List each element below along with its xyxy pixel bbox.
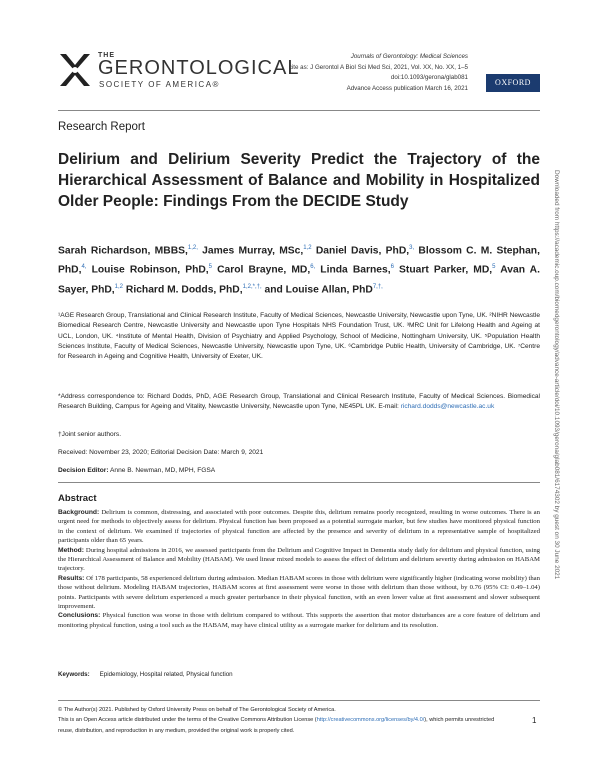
author-affiliation-mark[interactable]: 3,	[409, 245, 415, 251]
keywords	[58, 671, 233, 678]
author-affiliation-mark[interactable]: 6	[390, 264, 394, 271]
received-dates: Received: November 23, 2020; Editorial Decision Date: March 9, 2021	[58, 449, 264, 456]
download-watermark: Downloaded from https://academic.oup.com/biomedgerontology/advance-article/doi/10.1093/gerona/glab081/6174302 by guest on 30 June 2021	[553, 170, 560, 580]
author-name: Sarah Richardson, MBBS,	[58, 245, 188, 257]
author-affiliation-mark[interactable]: 7,†,	[372, 283, 383, 290]
decision-editor-name: Anne B. Newman, MD, MPH, FGSA	[110, 467, 216, 474]
copyright: © The Author(s) 2021. Published by Oxford University Press on behalf of The Gerontological Society of America.	[58, 707, 336, 713]
background-text: Delirium is common, distressing, and associated with poor outcomes. Despite this, delirium remains poorly recognized, resulting in worse outcomes. There is an urgent need for methods to objectively assess for delirium. Physical function has been proposed as a potential surrogate marker, but few studies have monitored physical function in the context of delirium. We examined if trajectories of physical function are affected by the presence and severity of delirium in a representative sample of hospitalized participants older than 65 years.	[58, 509, 540, 545]
method-label: Method:	[58, 546, 84, 554]
gsa-emblem-icon	[58, 52, 92, 88]
background-label: Background:	[58, 509, 100, 516]
advance-access: Advance Access publication March 16, 2021	[346, 84, 468, 92]
author-affiliation-mark[interactable]: 4,	[81, 264, 87, 271]
author-affiliation-mark[interactable]: 1,2,*,†,	[242, 283, 262, 290]
author-affiliation-mark[interactable]: 1,2	[114, 283, 124, 290]
conclusions-label: Conclusions:	[58, 612, 101, 620]
logo-the: THE	[98, 52, 115, 59]
author-name: and Louise Allan, PhD	[264, 284, 373, 296]
method-text: During hospital admissions in 2016, we assessed participants from the Delirium and Cognitive Impact in Dementia study daily for delirium and physical function, using the Hierarchical Assessment of Balance and Mobility (HABAM). We used linear mixed models to assess the effect of delirium and delirium severity during admission on HABAM trajectory.	[58, 546, 541, 573]
citation-block	[270, 52, 468, 94]
results-label: Results:	[58, 574, 85, 582]
abstract-background	[58, 508, 540, 546]
page-number: 1	[532, 716, 537, 725]
author-name: Carol Brayne, MD,	[217, 264, 311, 276]
author-name: Louise Robinson, PhD,	[91, 264, 209, 276]
decision-editor-label: Decision Editor:	[58, 467, 109, 474]
author-name: Blossom C. M. Stephan, PhD,	[58, 245, 540, 276]
abstract-body	[58, 508, 540, 630]
abstract-conclusions	[58, 611, 540, 630]
correspondence-text: *Address correspondence to: Richard Dodds, PhD, AGE Research Group, Translational and Clinical Research Institute, Faculty of Medical Sciences. Biomedical Research Building, Campus for Ageing and Vitality, Newcastle University, Newcastle upon Tyne, NE45PL UK. E-mail:	[58, 393, 540, 411]
logo-name: GERONTOLOGICAL	[98, 57, 300, 79]
abstract-method	[58, 546, 540, 574]
abstract-results	[58, 574, 540, 612]
keywords-text: Epidemiology, Hospital related, Physical function	[99, 671, 233, 678]
article-title: Delirium and Delirium Severity Predict the Trajectory of the Hierarchical Assessment of Balance and Mobility in Hospitalized Older People: Findings From the DECIDE Study	[58, 151, 540, 210]
author-affiliation-mark[interactable]: 5	[492, 264, 496, 271]
author-name: James Murray, MSc,	[202, 245, 304, 257]
footer	[58, 705, 498, 736]
abstract-heading: Abstract	[58, 493, 97, 504]
author-name: Stuart Parker, MD,	[399, 264, 493, 276]
oxford-badge[interactable]: OXFORD	[486, 74, 540, 92]
cite-as: cite as: J Gerontol A Biol Sci Med Sci, 2021, Vol. XX, No. XX, 1–5	[288, 63, 468, 71]
license	[58, 715, 498, 736]
footer-divider	[58, 700, 540, 701]
journal-name: Journals of Gerontology: Medical Sciences	[350, 53, 468, 60]
author-affiliation-mark[interactable]: 5	[208, 264, 213, 271]
logo-subtitle: SOCIETY OF AMERICA®	[99, 80, 220, 89]
keywords-label: Keywords:	[58, 671, 90, 678]
author-affiliation-mark[interactable]: 1,2	[303, 245, 312, 251]
conclusions-text: Physical function was worse in those with delirium compared to without. This supports the assertion that motor disturbances are a core feature of delirium and monitoring physical function, using a tool such as the HABAM, may have clinical utility as a surrogate marker for delirium and its resolution.	[58, 612, 541, 629]
author-list	[58, 240, 540, 298]
decision-editor	[58, 466, 540, 476]
author-affiliation-mark[interactable]: 1,2,	[187, 245, 198, 251]
license-text-a: This is an Open Access article distributed under the terms of the Creative Commons Attribution License (	[58, 717, 317, 724]
affiliations: ¹AGE Research Group, Translational and Clinical Research Institute, Faculty of Medical Sciences, Newcastle University, Newcastle upon Tyne, UK. ²NIHR Newcastle Biomedical Research Centre, Newcastle University and Newcastle upon Tyne Hospitals NHS Foundation Trust, UK. ³MRC Unit for Lifelong Health and Ageing at UCL, London, UK. ⁴Institute of Mental Health, Division of Psychiatry and Applied Psychology, School of Medicine, Nottingham University, UK. ⁵Population Health Sciences Institute, Faculty of Medical Sciences, Newcastle University, Newcastle upon Tyne, UK. ⁶Cambridge Public Health, University of Cambridge, UK. ⁷Centre for Research in Ageing and Cognitive Health, University of Exeter, UK.	[58, 312, 540, 361]
author-affiliation-mark[interactable]: 6,	[310, 264, 316, 271]
author-name: Avan A. Sayer, PhD,	[58, 264, 540, 296]
abstract-divider	[58, 482, 540, 483]
joint-authors-note: †Joint senior authors.	[58, 431, 122, 438]
correspondence	[58, 392, 540, 413]
author-name: Linda Barnes,	[320, 264, 391, 276]
gsa-logo	[58, 50, 300, 96]
article-type: Research Report	[58, 121, 145, 133]
header-divider	[58, 110, 540, 111]
results-text: Of 178 participants, 58 experienced delirium during admission. Median HABAM scores in those with delirium were significantly higher (indicating worse mobility) than those without delirium. Modeling HABAM trajectories, HABAM scores at first assessment were worse in those with delirium than those without, by 0.76 (95% CI: 0.49–1.04) points. Participants with severe delirium experienced a much greater perturbance in their physical function, with an even lower value at first assessment and slower subsequent improvement.	[58, 574, 540, 611]
doi: doi:10.1093/gerona/glab081	[390, 74, 468, 81]
email-link[interactable]: richard.dodds@newcastle.ac.uk	[400, 403, 495, 411]
license-link[interactable]: http://creativecommons.org/licenses/by/4.0/	[316, 717, 425, 724]
license-text-b: ), which permits unrestricted reuse, distribution, and reproduction in any medium, provided the original work is properly cited.	[58, 717, 495, 734]
author-name: Daniel Davis, PhD,	[315, 245, 410, 257]
author-name: Richard M. Dodds, PhD,	[125, 284, 243, 296]
